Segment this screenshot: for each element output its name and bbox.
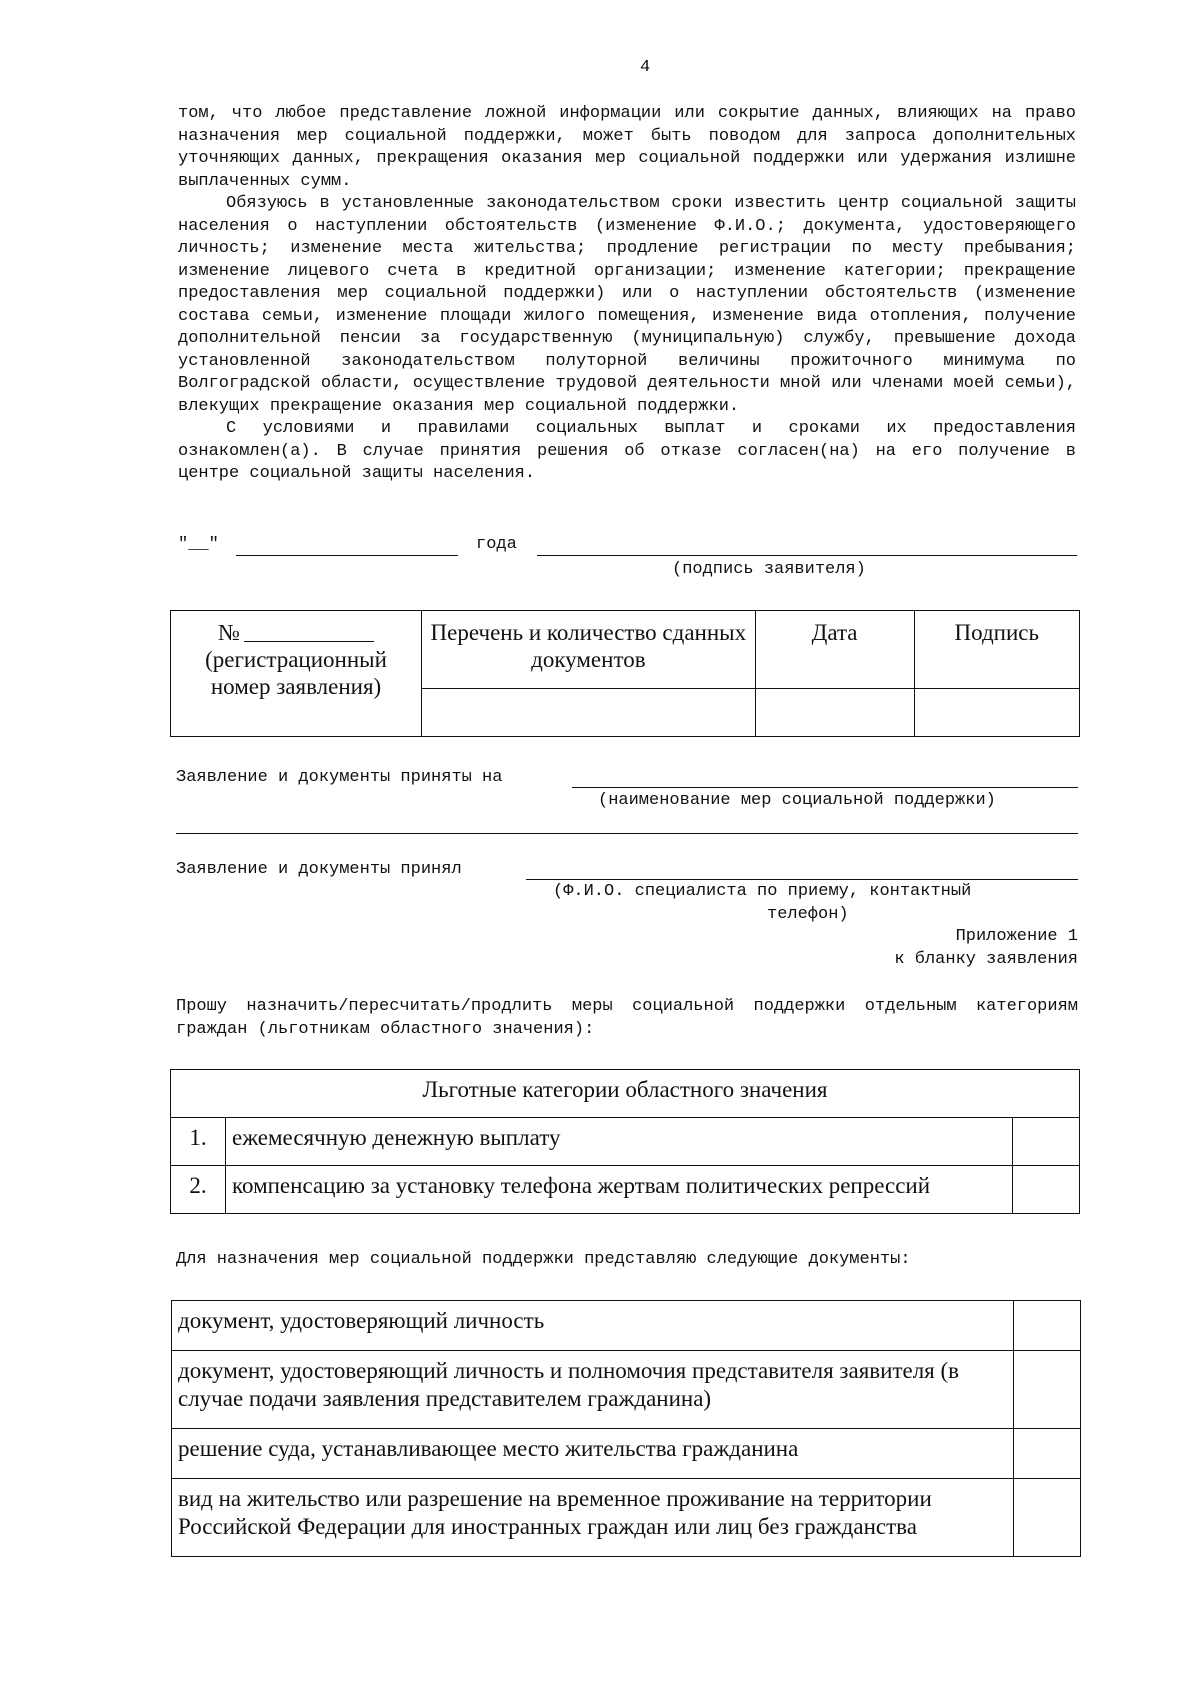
- date-cell[interactable]: [755, 689, 914, 737]
- category-text: компенсацию за установку телефона жертвам политических репрессий: [226, 1166, 1013, 1214]
- registration-number-cell[interactable]: [171, 611, 422, 737]
- accepted-by-label: Заявление и документы принял: [176, 860, 462, 879]
- page-number: 4: [640, 58, 651, 77]
- document-text: документ, удостоверяющий личность: [172, 1301, 1014, 1351]
- accepted-for-field[interactable]: [572, 787, 1078, 788]
- registration-table: [170, 610, 1080, 737]
- accepted-by-caption-line1: (Ф.И.О. специалиста по приему, контактный: [553, 882, 972, 901]
- document-row: [172, 1479, 1081, 1557]
- accepted-by-field[interactable]: [526, 879, 1078, 880]
- documents-list-cell[interactable]: [422, 689, 756, 737]
- documents-list-header: Перечень и количество сданных документов: [422, 611, 756, 689]
- documents-intro: Для назначения мер социальной поддержки представляю следующие документы:: [176, 1250, 911, 1269]
- category-number: 2.: [171, 1166, 226, 1214]
- categories-table-header: Льготные категории областного значения: [171, 1070, 1080, 1118]
- category-text: ежемесячную денежную выплату: [226, 1118, 1013, 1166]
- document-text: документ, удостоверяющий личность и полномочия представителя заявителя (в случае подачи заявления представителем гражданина): [172, 1351, 1014, 1429]
- registration-number-field[interactable]: [244, 641, 374, 642]
- signature-cell[interactable]: [914, 689, 1079, 737]
- document-row: [172, 1301, 1081, 1351]
- registration-number-caption: (регистрационный номер заявления): [205, 647, 387, 699]
- accepted-for-label: Заявление и документы приняты на: [176, 768, 503, 787]
- request-text: Прошу назначить/пересчитать/продлить меры социальной поддержки отдельным категориям граждан (льготникам областного значения):: [176, 997, 1078, 1039]
- category-number: 1.: [171, 1118, 226, 1166]
- appendix-subtitle: к бланку заявления: [894, 950, 1078, 969]
- document-text: решение суда, устанавливающее место жительства гражданина: [172, 1429, 1014, 1479]
- document-checkbox[interactable]: [1014, 1301, 1081, 1351]
- category-row: [171, 1166, 1080, 1214]
- category-checkbox[interactable]: [1013, 1118, 1080, 1166]
- paragraph-false-info: том, что любое представление ложной информации или сокрытие данных, влияющих на право назначения мер социальной поддержки, может быть поводом для запроса дополнительных уточняющих данных, прекращения оказания мер социальной поддержки или удержания излишне выплаченных сумм.: [178, 104, 1076, 191]
- accepted-by-caption-line2: телефон): [767, 905, 849, 924]
- category-checkbox[interactable]: [1013, 1166, 1080, 1214]
- categories-table: [170, 1069, 1080, 1214]
- applicant-signature-field[interactable]: [537, 555, 1077, 556]
- document-checkbox[interactable]: [1014, 1351, 1081, 1429]
- number-sign: №: [218, 620, 240, 645]
- appendix-title: Приложение 1: [955, 927, 1078, 946]
- paragraph-acknowledgement: С условиями и правилами социальных выплат и сроками их предоставления ознакомлен(а). В случае принятия решения об отказе согласен(на) на его получение в центре социальной защиты населения.: [178, 419, 1076, 483]
- document-checkbox[interactable]: [1014, 1429, 1081, 1479]
- accepted-for-caption: (наименование мер социальной поддержки): [598, 791, 996, 810]
- signature-caption: (подпись заявителя): [672, 560, 866, 579]
- category-row: [171, 1118, 1080, 1166]
- document-checkbox[interactable]: [1014, 1479, 1081, 1557]
- paragraph-obligation: Обязуюсь в установленные законодательством сроки известить центр социальной защиты населения о наступлении обстоятельств (изменение Ф.И.О.; документа, удостоверяющего личность; изменение места жительства; продление регистрации по месту пребывания; изменение лицевого счета в кредитной организации; изменение категории; прекращение предоставления мер социальной поддержки) или о наступлении обстоятельств (изменение состава семьи, изменение площади жилого помещения, изменение вида отопления, получение дополнительной пенсии за государственную (муниципальную) службу, превышение дохода установленной законодательством полуторной величины прожиточного минимума по Волгоградской области, осуществление трудовой деятельности мной или членами моей семьи), влекущих прекращение оказания мер социальной поддержки.: [178, 194, 1076, 416]
- signature-header: Подпись: [914, 611, 1079, 689]
- document-row: [172, 1351, 1081, 1429]
- date-year-word: года: [476, 535, 517, 554]
- documents-table: [171, 1300, 1081, 1557]
- date-day-quote: "__": [178, 535, 219, 554]
- date-header: Дата: [755, 611, 914, 689]
- accepted-for-extra-line[interactable]: [176, 833, 1078, 834]
- consent-text-block: [178, 103, 1076, 486]
- date-month-field[interactable]: [236, 555, 458, 556]
- document-row: [172, 1429, 1081, 1479]
- document-text: вид на жительство или разрешение на временное проживание на территории Российской Федерации для иностранных граждан или лиц без гражданства: [172, 1479, 1014, 1557]
